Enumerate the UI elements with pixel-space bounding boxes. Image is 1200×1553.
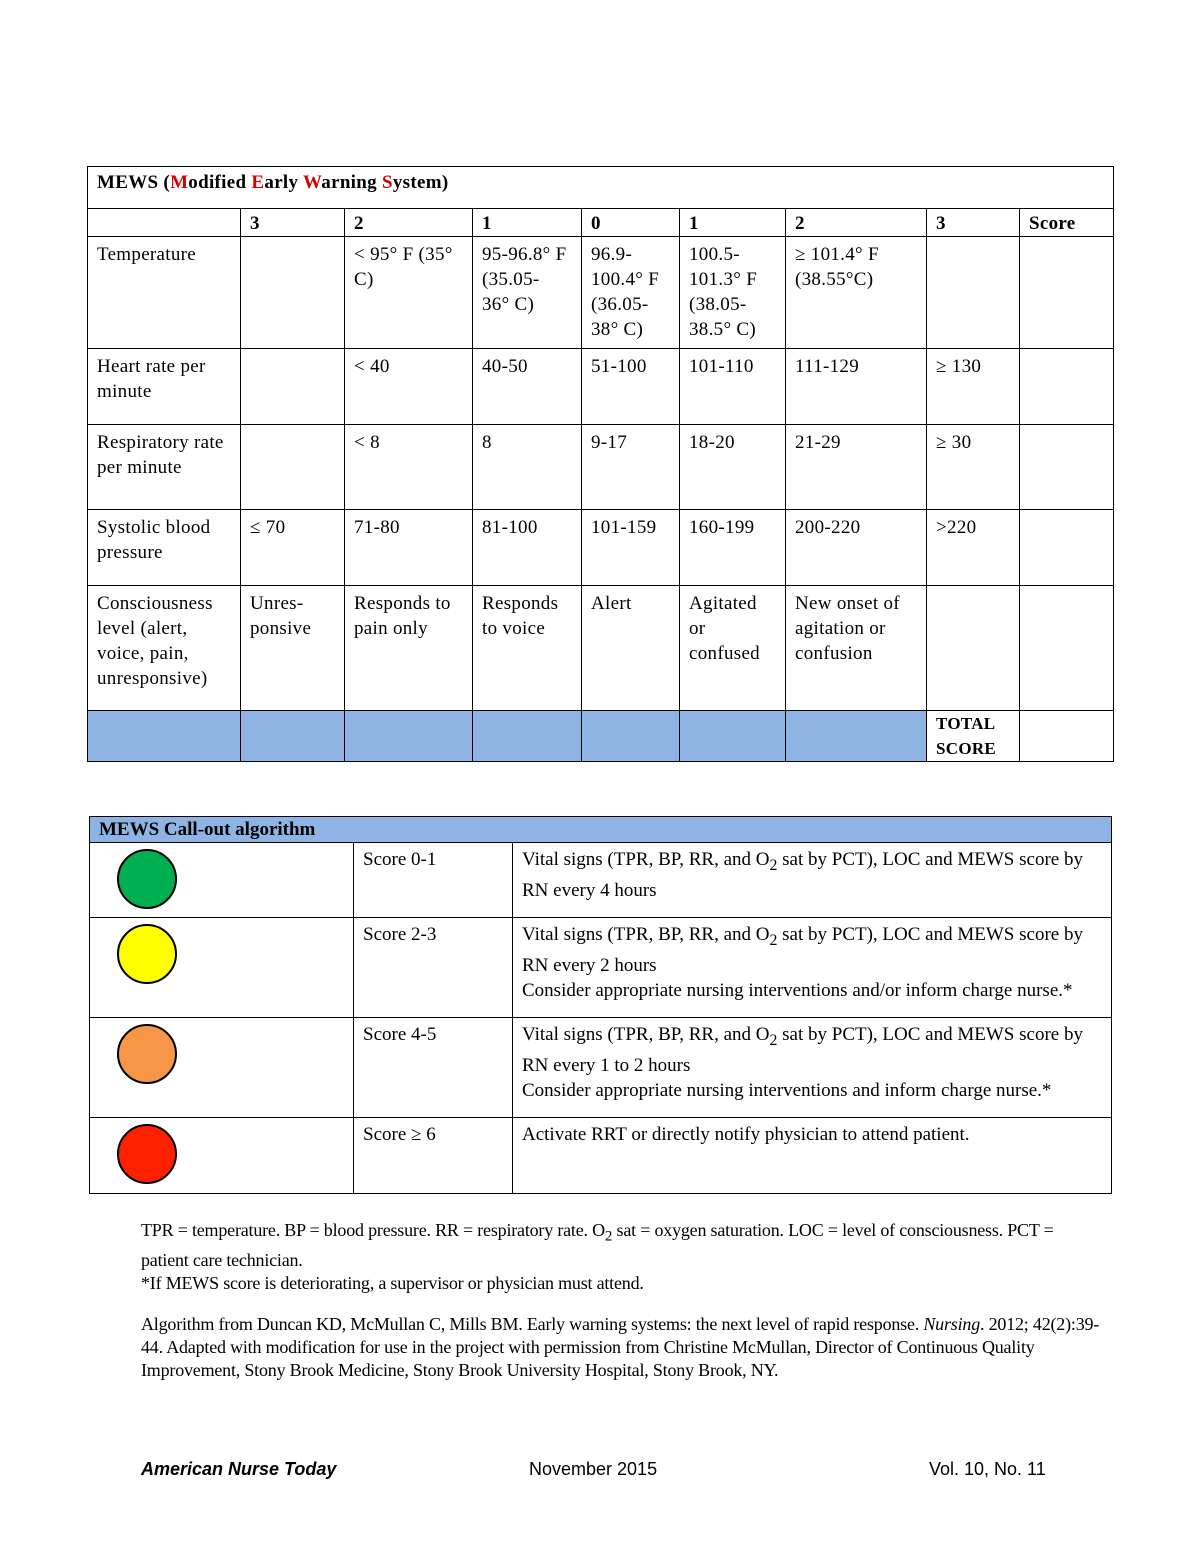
light-cell [90,1018,354,1118]
table-cell: 96.9- 100.4° F (36.05- 38° C) [582,237,680,349]
abbreviation-notes [141,1219,1101,1295]
table-cell [927,237,1020,349]
score-range: Score 2-3 [354,918,513,1018]
header-cell: 3 [241,209,345,237]
light-cell [90,918,354,1018]
action-text: Vital signs (TPR, BP, RR, and $O_2$ sat by PCT), LOC and MEWS score by RN every 4 hours [513,843,1112,918]
table-cell: 111-129 [786,349,927,425]
table-cell: 81-100 [473,510,582,586]
footer-date: November 2015 [529,1459,658,1479]
table-cell: 200-220 [786,510,927,586]
table-cell: ≥ 130 [927,349,1020,425]
blank-cell [786,711,927,762]
green-light-icon [117,849,177,909]
table-row [88,586,1114,711]
table-cell [241,349,345,425]
action-text: Vital signs (TPR, BP, RR, and $O_2$ sat by PCT), LOC and MEWS score by RN every 2 hours Consider appropriate nursing interventions and/or inform charge nurse.* [513,918,1112,1018]
source-citation: Algorithm from Duncan KD, McMullan C, Mills BM. Early warning systems: the next level of rapid response. Nursing. 2012; 42(2):39-44. Adapted with modification for use in the project with permission from Christine McMullan, Director of Continuous Quality Improvement, Stony Brook Medicine, Stony Brook University Hospital, Stony Brook, NY. [141,1314,1100,1380]
table-cell: 21-29 [786,425,927,510]
action-text: Vital signs (TPR, BP, RR, and $O_2$ sat by PCT), LOC and MEWS score by RN every 1 to 2 hours Consider appropriate nursing interventions and inform charge nurse.* [513,1018,1112,1118]
algorithm-row [90,918,1112,1018]
light-cell [90,843,354,918]
table-cell: 71-80 [345,510,473,586]
score-cell[interactable] [1020,510,1114,586]
table-row [88,349,1114,425]
row-label: Systolic blood pressure [88,510,241,586]
table-cell: 95-96.8° F (35.05- 36° C) [473,237,582,349]
table-cell: < 40 [345,349,473,425]
table-row [88,425,1114,510]
table-cell: Responds to voice [473,586,582,711]
red-light-icon [117,1124,177,1184]
row-label: Heart rate per minute [88,349,241,425]
header-cell [88,209,241,237]
blank-cell [241,711,345,762]
light-cell [90,1118,354,1194]
header-cell: 1 [473,209,582,237]
total-score-value[interactable] [1020,711,1114,762]
footer-volume: Vol. 10, No. 11 [929,1459,1046,1479]
table-cell: 101-159 [582,510,680,586]
table-cell: 51-100 [582,349,680,425]
algorithm-row [90,843,1112,918]
mews-header-row [88,209,1114,237]
score-cell[interactable] [1020,425,1114,510]
mews-title: MEWS (Modified Early Warning System) [88,167,1114,209]
table-cell: 8 [473,425,582,510]
score-cell[interactable] [1020,349,1114,425]
table-cell: Agitated or confused [680,586,786,711]
header-cell: Score [1020,209,1114,237]
table-cell: < 8 [345,425,473,510]
total-score-label: TOTAL SCORE [927,711,1020,762]
table-row [88,237,1114,349]
blank-cell [345,711,473,762]
table-cell: 9-17 [582,425,680,510]
row-label: Consciousness level (alert, voice, pain, unresponsive) [88,586,241,711]
row-label: Temperature [88,237,241,349]
table-cell [241,237,345,349]
algorithm-title: MEWS Call-out algorithm [90,817,1112,843]
header-cell: 2 [345,209,473,237]
table-cell: 18-20 [680,425,786,510]
score-cell[interactable] [1020,586,1114,711]
table-cell: < 95° F (35° C) [345,237,473,349]
total-row [88,711,1114,762]
table-cell: >220 [927,510,1020,586]
callout-algorithm-table [89,816,1112,1194]
algorithm-row [90,1118,1112,1194]
blank-cell [582,711,680,762]
table-cell: 100.5- 101.3° F (38.05- 38.5° C) [680,237,786,349]
table-cell [241,425,345,510]
orange-light-icon [117,1024,177,1084]
mews-table [87,166,1114,762]
abbreviations: TPR = temperature. BP = blood pressure. RR = respiratory rate. $O_2$ sat = oxygen saturation. LOC = level of consciousness. PCT = patient care technician. [141,1220,1054,1270]
table-cell: 40-50 [473,349,582,425]
table-cell [927,586,1020,711]
table-cell: 160-199 [680,510,786,586]
table-cell: 101-110 [680,349,786,425]
row-label: Respiratory rate per minute [88,425,241,510]
yellow-light-icon [117,924,177,984]
score-range: Score 0-1 [354,843,513,918]
blank-cell [88,711,241,762]
table-cell: Responds to pain only [345,586,473,711]
table-cell: ≥ 30 [927,425,1020,510]
blank-cell [680,711,786,762]
deterioration-note: *If MEWS score is deteriorating, a supervisor or physician must attend. [141,1272,644,1293]
score-range: Score ≥ 6 [354,1118,513,1194]
header-cell: 0 [582,209,680,237]
table-cell: ≤ 70 [241,510,345,586]
table-cell: Unres- ponsive [241,586,345,711]
score-range: Score 4-5 [354,1018,513,1118]
blank-cell [473,711,582,762]
table-cell: New onset of agitation or confusion [786,586,927,711]
footer-publication: American Nurse Today [141,1459,337,1479]
score-cell[interactable] [1020,237,1114,349]
table-cell: Alert [582,586,680,711]
table-row [88,510,1114,586]
algorithm-row [90,1018,1112,1118]
action-text: Activate RRT or directly notify physician to attend patient. [513,1118,1112,1194]
header-cell: 1 [680,209,786,237]
header-cell: 3 [927,209,1020,237]
header-cell: 2 [786,209,927,237]
table-cell: ≥ 101.4° F (38.55°C) [786,237,927,349]
